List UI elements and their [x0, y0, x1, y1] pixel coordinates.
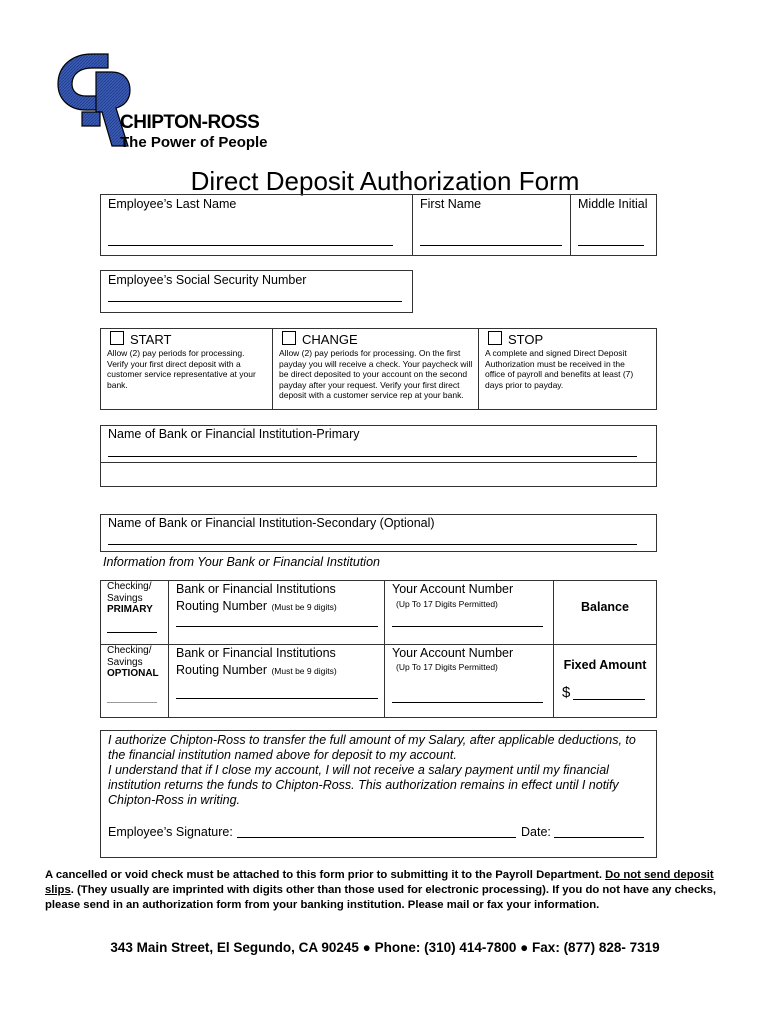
fixed-amount-field[interactable] — [573, 699, 645, 700]
type-savings-label: Savings — [107, 592, 143, 604]
primary-account-field[interactable] — [392, 626, 543, 627]
stop-label: STOP — [508, 332, 544, 347]
primary-label: PRIMARY — [107, 604, 153, 615]
stop-description: A complete and signed Direct Deposit Authorization must be received in the office of payroll and benefits at least (7) days prior to payday. — [485, 348, 634, 390]
change-checkbox[interactable] — [282, 331, 296, 345]
fixed-amount-label: Fixed Amount — [563, 658, 647, 672]
notice-underlined: Do not send deposit slips — [45, 869, 714, 896]
primary-type-cell — [107, 581, 153, 616]
routing-note: (Must be 9 digits) — [271, 666, 337, 676]
check-notice — [45, 868, 735, 913]
routing-note: (Must be 9 digits) — [271, 602, 337, 612]
bank-secondary-field[interactable] — [108, 544, 637, 545]
start-description: Allow (2) pay periods for processing. Verify your first direct deposit with a customer service representative at your bank. — [107, 348, 256, 390]
middle-initial-field[interactable] — [578, 245, 644, 246]
balance-label: Balance — [581, 600, 629, 614]
optional-account-field[interactable] — [392, 702, 543, 703]
account-note-2: (Up To 17 Digits Permitted) — [396, 662, 498, 672]
optional-type-cell — [107, 645, 159, 680]
info-heading: Information from Your Bank or Financial Institution — [103, 555, 380, 569]
dollar-sign: $ — [562, 684, 571, 701]
change-label: CHANGE — [302, 332, 358, 347]
page-title: Direct Deposit Authorization Form — [190, 166, 580, 196]
primary-routing-field[interactable] — [176, 626, 378, 627]
optional-type-field[interactable] — [107, 702, 157, 703]
change-description: Allow (2) pay periods for processing. On the first payday you will receive a check. Your paycheck will be direct deposited to your account on the second payday after your request. Verify your first direct deposit with a customer service rep at your bank. — [279, 348, 473, 400]
type-checking-label: Checking/ — [107, 645, 152, 656]
bank-secondary-label: Name of Bank or Financial Institution-Secondary (Optional) — [108, 516, 435, 530]
routing-number-label-1 — [176, 597, 337, 615]
ssn-field[interactable] — [108, 301, 402, 302]
account-label-2: Your Account Number — [392, 646, 514, 660]
footer-address: 343 Main Street, El Segundo, CA 90245 ● Phone: (310) 414-7800 ● Fax: (877) 828- 7319 — [110, 940, 660, 955]
account-note-1: (Up To 17 Digits Permitted) — [396, 599, 498, 609]
type-savings-label: Savings — [107, 656, 143, 668]
ssn-label: Employee’s Social Security Number — [108, 273, 307, 287]
authorization-text-2: I understand that if I close my account, I will not receive a salary payment until my financial institution returns the funds to Chipton-Ross. This authorization remains in effect until I notify Chipton-Ross in writing. — [108, 763, 619, 807]
primary-type-field[interactable] — [107, 632, 157, 633]
account-label-1: Your Account Number — [392, 582, 514, 596]
logo-tagline: The Power of People — [120, 134, 268, 151]
logo-company-name: CHIPTON-ROSS — [120, 112, 260, 133]
notice-text-2: . (They usually are imprinted with digits other than those used for electronic processing). If you do not have any checks, please send in an authorization form from your banking institution. Please mail or fax your information. — [45, 884, 717, 911]
start-label: START — [130, 332, 172, 347]
bank-primary-field[interactable] — [108, 456, 637, 457]
stop-checkbox[interactable] — [488, 331, 502, 345]
routing-label-2: Bank or Financial Institutions — [176, 646, 336, 660]
bank-primary-label: Name of Bank or Financial Institution-Primary — [108, 427, 360, 441]
middle-initial-label: Middle Initial — [578, 197, 648, 211]
signature-field[interactable] — [237, 837, 516, 838]
optional-label: OPTIONAL — [107, 668, 159, 679]
last-name-field[interactable] — [108, 245, 393, 246]
signature-label: Employee’s Signature: — [108, 825, 233, 839]
routing-number-text: Routing Number — [176, 599, 268, 613]
date-field[interactable] — [554, 837, 644, 838]
type-checking-label: Checking/ — [107, 581, 152, 592]
first-name-label: First Name — [420, 197, 482, 211]
routing-number-label-2 — [176, 661, 337, 679]
first-name-field[interactable] — [420, 245, 562, 246]
authorization-text-1: I authorize Chipton-Ross to transfer the full amount of my Salary, after applicable deductions, to the financial institution named above for deposit to my account. — [108, 733, 636, 762]
optional-routing-field[interactable] — [176, 698, 378, 699]
date-label: Date: — [521, 825, 551, 839]
routing-label-1: Bank or Financial Institutions — [176, 582, 336, 596]
notice-text-1: A cancelled or void check must be attached to this form prior to submitting it to the Payroll Department. — [45, 869, 602, 881]
routing-number-text: Routing Number — [176, 663, 268, 677]
last-name-label: Employee’s Last Name — [108, 197, 237, 211]
start-checkbox[interactable] — [110, 331, 124, 345]
